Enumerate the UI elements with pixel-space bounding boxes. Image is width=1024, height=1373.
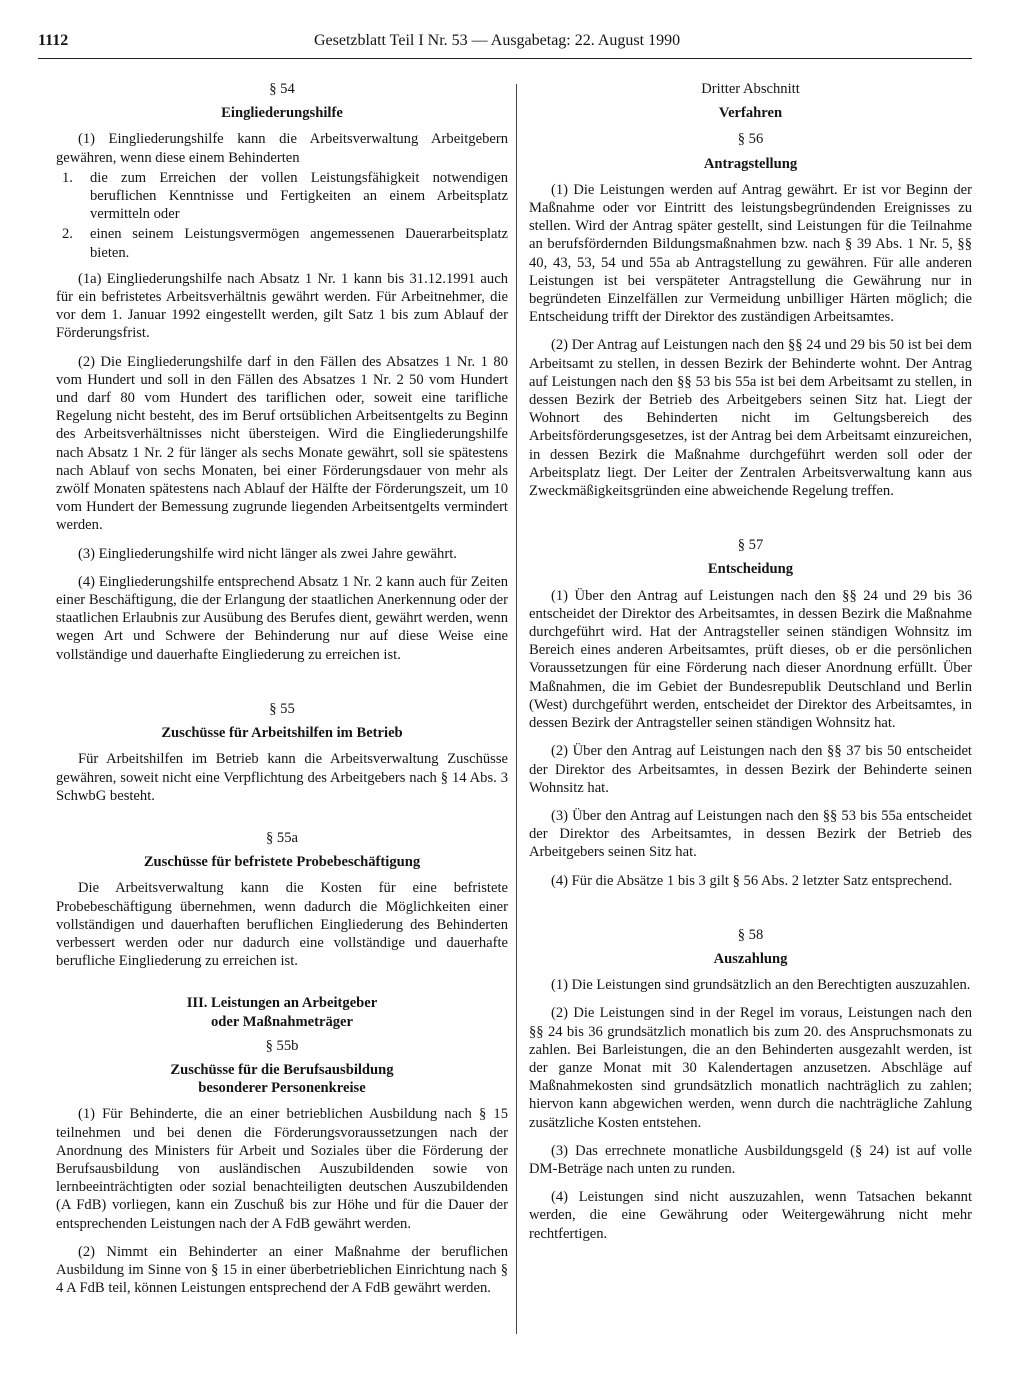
- section-number: § 54: [269, 81, 295, 97]
- list-item: [56, 225, 508, 261]
- section-title-line: besonderer Personenkreise: [198, 1080, 366, 1097]
- section-number: § 57: [737, 537, 764, 554]
- section-number: § 58: [737, 926, 764, 943]
- paragraph: Die Arbeitsverwaltung kann die Kosten für eine befristete Probebeschäftigung übernehmen, wenn dadurch die Möglichkeiten einer vollständigen und dauerhaften beruflichen Eingliederung des Behinderten verbessert werden oder nur dadurch eine vollständige und dauerhafte berufliche Eingliederung zu erreichen ist.: [56, 880, 508, 970]
- section-number: § 56: [737, 131, 764, 148]
- part-title-line: III. Leistungen an Arbeitgeber: [186, 995, 378, 1012]
- section-title: Antragstellung: [703, 155, 798, 172]
- list-item-number: 2.: [62, 226, 73, 243]
- chapter-title: Verfahren: [718, 105, 783, 122]
- spacer: [529, 510, 972, 536]
- section-title: Eingliederungshilfe: [221, 105, 343, 122]
- paragraph: (2) Die Eingliederungshilfe darf in den Fällen des Absatzes 1 Nr. 1 80 vom Hundert und soll in den Fällen des Absatzes 1 Nr. 2 50 vom Hundert und darf 80 vom Hundert des tariflichen oder, soweit eine tarifliche Regelung nicht besteht, des im Beruf ortsüblichen Arbeitsentgelts zu Beginn des Arbeitsverhältnisses nicht übersteigen. Wird die Eingliederungshilfe nach Absatz 1 Nr. 2 für länger als sechs Monate gewährt, soll sie spätestens nach Ablauf von sechs Monaten, bei einer Förderungsdauer von mehr als zwölf Monaten spätestens nach Ablauf der Hälfte der Förderungszeit, um 10 vom Hundert der Bemessung zugrunde liegenden Arbeitsentgelts vermindert werden.: [56, 353, 508, 534]
- paragraph: (1) Für Behinderte, die an einer betrieblichen Ausbildung nach § 15 teilnehmen und bei denen die Förderungsvoraussetzungen nach der Anordnung des Ministers für Arbeit und Soziales über die Förderung der Berufsausbildung von ausländischen Auszubildenden sowie von lernbeeinträchtigten oder sozial benachteiligten deutschen Auszubildenden (A FdB) vorliegen, kann ein Zuschuß bis zur Höhe und für die Dauer der entsprechenden Leistungen nach der A FdB gewährt werden.: [56, 1106, 508, 1232]
- spacer: [529, 900, 972, 926]
- section-title-line: Zuschüsse für die Berufsausbildung: [170, 1061, 394, 1078]
- paragraph: Für Arbeitshilfen im Betrieb kann die Arbeitsverwaltung Zuschüsse gewähren, soweit nicht eine Verpflichtung des Arbeitgebers nach § 14 Abs. 3 SchwbG besteht.: [56, 751, 508, 804]
- paragraph: (2) Der Antrag auf Leistungen nach den §§ 24 und 29 bis 50 ist bei dem Arbeitsamt zu stellen, in dessen Bezirk der Behinderte wohnt. Der Antrag auf Leistungen nach den §§ 53 bis 55a ist bei dem Arbeitsamt zu stellen, in dessen Bezirk der Betrieb des Arbeitgebers seinen Sitz hat. Liegt der Wohnort des Behinderten nicht im Geltungsbereich des Arbeitsförderungsgesetzes, ist der Antrag bei dem Arbeitsamt einzureichen, in dessen Bezirk die Maßnahme durchgeführt werden soll oder der Arbeitsplatz liegt. Der Leiter der Zentralen Arbeitsverwaltung kann aus Zweckmäßigkeitsgründen eine abweichende Regelung treffen.: [529, 337, 972, 500]
- paragraph: (3) Eingliederungshilfe wird nicht länger als zwei Jahre gewährt.: [78, 545, 457, 562]
- paragraph: (3) Das errechnete monatliche Ausbildungsgeld (§ 24) ist auf volle DM-Beträge nach unten zu runden.: [529, 1142, 972, 1177]
- left-column: [56, 80, 508, 1307]
- list-item-text: die zum Erreichen der vollen Leistungsfähigkeit notwendigen beruflichen Kenntnisse und Fertigkeiten an einem Arbeitsplatz vermitteln oder: [90, 169, 508, 223]
- section-56: [529, 130, 972, 500]
- section-58: [529, 926, 972, 1243]
- section-number: § 55b: [265, 1037, 299, 1054]
- right-column: [529, 80, 972, 1253]
- paragraph: (1a) Eingliederungshilfe nach Absatz 1 Nr. 1 kann bis 31.12.1991 auch für ein befristetes Arbeitsverhältnis gewährt werden. Für Arbeitnehmer, die vor dem 1. Januar 1992 eingestellt werden, gilt Satz 1 bis zum Ablauf der Förderungsfrist.: [56, 270, 508, 342]
- paragraph: (4) Für die Absätze 1 bis 3 gilt § 56 Abs. 2 letzter Satz entsprechend.: [551, 872, 953, 889]
- spacer: [56, 815, 508, 829]
- section-number: § 55a: [265, 829, 299, 846]
- column-divider: [516, 84, 517, 1334]
- paragraph: (1) Die Leistungen sind grundsätzlich an den Berechtigten auszuzahlen.: [551, 977, 971, 994]
- section-number: § 55: [269, 700, 295, 717]
- page-header: [38, 28, 972, 59]
- part-title-line: oder Maßnahmeträger: [211, 1013, 353, 1030]
- list-item-number: 1.: [62, 169, 73, 186]
- section-title: Entscheidung: [707, 561, 794, 578]
- paragraph: (3) Über den Antrag auf Leistungen nach den §§ 53 bis 55a entscheidet der Direktor des Arbeitsamtes, in dessen Bezirk der Betrieb des Arbeitgebers seinen Sitz hat.: [529, 807, 972, 861]
- paragraph: (2) Über den Antrag auf Leistungen nach den §§ 37 bis 50 entscheidet der Direktor des Arbeitsamtes, in dessen Bezirk der Behinderte seinen Wohnsitz hat.: [529, 743, 972, 796]
- spacer: [56, 980, 508, 994]
- paragraph: (1) Über den Antrag auf Leistungen nach den §§ 24 und 29 bis 36 entscheidet der Direktor des Arbeitsamtes, in dessen Bezirk die Maßnahme durchgeführt wird. Hat der Antragsteller seinen ständigen Wohnsitz im Bereich eines anderen Arbeitsamtes, prüft dieses, ob er die persönlichen Voraussetzungen für eine Förderung nach dieser Anordnung erfüllt. Über Maßnahmen, die im Gebiet der Bundesrepublik Deutschland und Berlin (West) durchgeführt werden, entscheidet der Direktor des Arbeitsamtes, in dessen Bezirk der Antragsteller seinen ständigen Wohnsitz hat.: [529, 587, 972, 732]
- page-number: 1112: [38, 32, 69, 49]
- section-title: Auszahlung: [713, 950, 788, 967]
- section-55b: [56, 1037, 508, 1298]
- spacer: [56, 674, 508, 700]
- paragraph: (1) Eingliederungshilfe kann die Arbeitsverwaltung Arbeitgebern gewähren, wenn diese einem Behinderten: [56, 131, 508, 166]
- running-head: Gesetzblatt Teil I Nr. 53 — Ausgabetag: 22. August 1990: [314, 32, 681, 49]
- list-item-text: einen seinem Leistungsvermögen angemessenen Dauerarbeitsplatz bieten.: [90, 226, 508, 261]
- section-title: Zuschüsse für befristete Probebeschäftigung: [143, 854, 421, 871]
- enumeration-list: [56, 169, 508, 262]
- paragraph: (2) Nimmt ein Behinderter an einer Maßnahme der beruflichen Ausbildung im Sinne von § 15 in einer überbetrieblichen Einrichtung nach § 4 A FdB teil, können Leistungen entsprechend der A FdB gewährt werden.: [56, 1243, 508, 1297]
- paragraph: (2) Die Leistungen sind in der Regel im voraus, Leistungen nach den §§ 24 bis 36 grundsätzlich monatlich bis zum 20. des Anspruchsmonats zu zahlen. Bei Barleistungen, die an den Behinderten ausgezahlt werden, ist der ganze Monat mit 30 Kalendertagen anzusetzen. Abschläge auf Maßnahmekosten sind grundsätzlich monatlich nachträglich zu zahlen; hiervon kann abgewichen werden, wenn durch die nachträgliche Zahlung zusätzliche Kosten entstehen.: [529, 1005, 972, 1131]
- section-54: [56, 80, 508, 664]
- part-3-heading: [56, 994, 508, 1030]
- section-title: Zuschüsse für Arbeitshilfen im Betrieb: [161, 725, 403, 742]
- section-55a: [56, 829, 508, 970]
- section-55: [56, 700, 508, 805]
- paragraph: (4) Eingliederungshilfe entsprechend Absatz 1 Nr. 2 kann auch für Zeiten einer Beschäftigung, die der Erlangung der staatlichen Anerkennung oder der staatlichen Erlaubnis zur Ausübung des Berufes dient, gewährt werden, wenn wegen Art und Schwere der Behinderung nur auf diese Weise eine vollständige und dauerhafte Eingliederung zu erreichen ist.: [56, 573, 508, 663]
- paragraph: (4) Leistungen sind nicht auszuzahlen, wenn Tatsachen bekannt werden, die eine Gewährung oder Weitergewährung nicht mehr rechtfertigen.: [529, 1189, 972, 1242]
- paragraph: (1) Die Leistungen werden auf Antrag gewährt. Er ist vor Beginn der Maßnahme oder vor Eintritt des leistungsbegründenden Ereignisses zu stellen. Wird der Antrag später gestellt, sind Leistungen für die Teilnahme an berufsfördernden Bildungsmaßnahmen bzw. nach § 39 Abs. 1 Nr. 5, §§ 40, 43, 53, 54 und 55a ab Antragstellung zu gewähren. Für alle anderen Leistungen ist bei verspäteter Antragstellung die Gewährung nur in begründeten Einzelfällen zur Vermeidung unbilliger Härten möglich; die Entscheidung trifft der Direktor des zuständigen Arbeitsamtes.: [529, 181, 972, 326]
- list-item: [56, 169, 508, 224]
- section-57: [529, 536, 972, 889]
- chapter-label: Dritter Abschnitt: [701, 81, 800, 97]
